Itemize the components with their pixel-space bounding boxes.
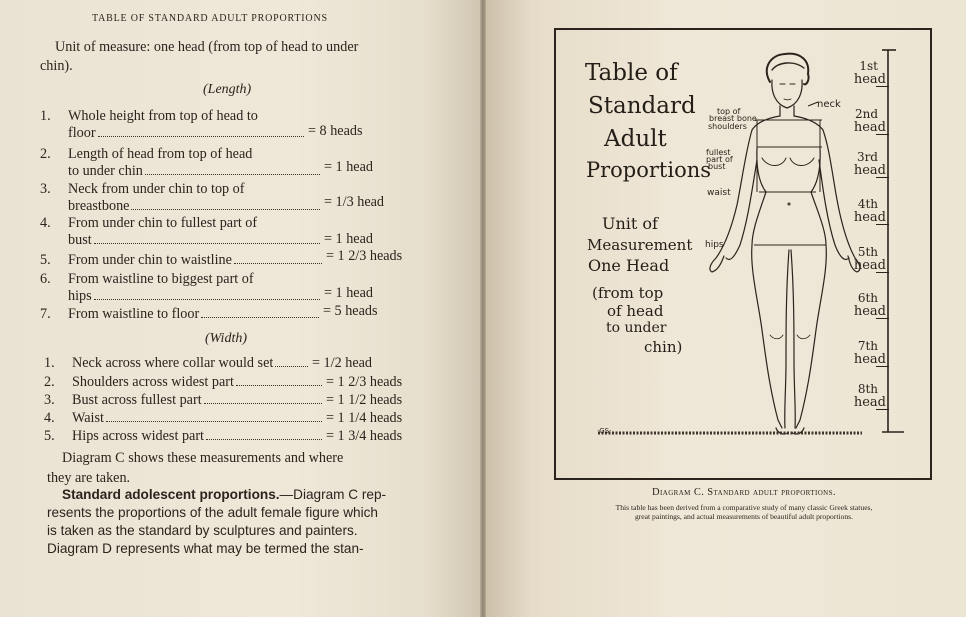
from-label-line-2: of head — [607, 302, 664, 320]
length-item-value: = 5 heads — [323, 303, 378, 319]
leader-dots — [94, 299, 320, 300]
from-label-line-1: (from top — [592, 284, 664, 302]
width-item-number: 4. — [44, 410, 55, 426]
head-mark-word: head — [853, 395, 886, 410]
leader-dots — [94, 243, 320, 244]
label-breast-bone: breast bone — [709, 114, 757, 123]
diagram-title-line-3: Adult — [604, 126, 667, 152]
leader-dots — [98, 136, 304, 137]
width-item-label: Shoulders across widest part — [72, 374, 234, 390]
head-mark-word: head — [853, 120, 886, 135]
length-item-value: = 1 head — [324, 231, 373, 247]
label-fullest: fullest — [706, 148, 731, 157]
head-mark-word: head — [853, 352, 886, 367]
paragraph-2-line-4: Diagram D represents what may be termed the stan- — [47, 541, 364, 556]
length-item-text: From waistline to biggest part of — [68, 271, 254, 287]
unit-line-1: Unit of measure: one head (from top of head to under — [55, 39, 359, 55]
label-bust: bust — [708, 162, 726, 171]
paragraph-2-line-3: is taken as the standard by sculptures and painters. — [47, 523, 358, 538]
width-item-number: 3. — [44, 392, 55, 408]
head-mark-ordinal: 1st — [859, 59, 878, 73]
width-item-number: 2. — [44, 374, 55, 390]
length-item-number: 5. — [40, 252, 51, 268]
unit-label-line-3: One Head — [588, 256, 670, 275]
unit-label-line-2: Measurement — [587, 236, 693, 254]
length-item-text: Neck from under chin to top of — [68, 181, 245, 197]
head-mark-ordinal: 8th — [857, 382, 878, 396]
running-head: TABLE OF STANDARD ADULT PROPORTIONS — [92, 13, 328, 24]
from-label-line-3: to under — [606, 320, 667, 336]
length-item-value: = 1 2/3 heads — [326, 248, 403, 264]
width-item-label: Neck across where collar would set — [72, 355, 274, 371]
head-mark-word: head — [853, 163, 886, 178]
width-item-label: Hips across widest part — [72, 428, 204, 444]
diagram-title-line-2: Standard — [588, 93, 696, 119]
label-top-of: top of — [717, 107, 741, 116]
head-mark-ordinal: 7th — [857, 339, 878, 353]
leader-dots — [131, 209, 320, 210]
length-item-text: From under chin to waistline — [68, 252, 232, 268]
head-scale-tick — [876, 272, 889, 273]
length-item-continuation: hips — [68, 288, 92, 304]
leader-dots — [275, 366, 308, 367]
unit-line-2: chin). — [40, 58, 73, 74]
length-item-value: = 8 heads — [308, 123, 363, 139]
paragraph-2-line-1-rest: —Diagram C rep- — [279, 487, 387, 502]
length-item-continuation: bust — [68, 232, 92, 248]
paragraph-2-line-2: resents the proportions of the adult female figure which — [47, 505, 378, 520]
unit-label-line-1: Unit of — [602, 214, 658, 233]
width-item-label: Bust across fullest part — [72, 392, 202, 408]
width-item-value: = 1 1/2 heads — [326, 392, 403, 408]
length-item-text: Whole height from top of head to — [68, 108, 258, 124]
length-item-continuation: to under chin — [68, 163, 143, 179]
label-waist: waist — [707, 188, 731, 198]
diagram-title-line-1: Table of — [585, 60, 678, 86]
paragraph-2-heading: Standard adolescent proportions. — [62, 487, 280, 502]
head-mark-ordinal: 6th — [857, 291, 878, 305]
length-item-number: 1. — [40, 108, 51, 124]
width-item-label: Waist — [72, 410, 104, 426]
length-item-number: 3. — [40, 181, 51, 197]
leader-dots — [145, 174, 320, 175]
length-item-text: From under chin to fullest part of — [68, 215, 258, 231]
length-item-value: = 1 head — [324, 285, 373, 301]
head-mark-ordinal: 5th — [857, 245, 878, 259]
leader-dots — [201, 317, 319, 318]
label-shoulders: shoulders — [708, 122, 747, 131]
width-item-number: 5. — [44, 428, 55, 444]
footnote-line-1: This table has been derived from a comparative study of many classic Greek statues, — [615, 503, 873, 512]
head-scale-tick — [876, 224, 889, 225]
head-scale-tick — [876, 134, 889, 135]
width-item-value: = 1 3/4 heads — [326, 428, 403, 444]
leader-dots — [106, 421, 322, 422]
head-mark-ordinal: 2nd — [854, 107, 878, 121]
head-scale-tick — [876, 409, 889, 410]
head-scale-tick — [876, 318, 889, 319]
head-mark-word: head — [853, 210, 886, 225]
head-mark-word: head — [853, 258, 886, 273]
head-mark-word: head — [853, 72, 886, 87]
width-item-value: = 1 2/3 heads — [326, 374, 403, 390]
head-mark-word: head — [853, 304, 886, 319]
width-heading: (Width) — [205, 331, 247, 346]
leader-dots — [234, 263, 322, 264]
length-item-value: = 1 head — [324, 159, 373, 175]
length-item-number: 6. — [40, 271, 51, 287]
length-item-number: 4. — [40, 215, 51, 231]
width-item-value: = 1 1/4 heads — [326, 410, 403, 426]
head-mark-ordinal: 4th — [857, 197, 878, 211]
paragraph-1-line-1: Diagram C shows these measurements and where — [62, 450, 344, 466]
length-item-text: From waistline to floor — [68, 306, 200, 322]
width-item-number: 1. — [44, 355, 55, 371]
length-heading: (Length) — [203, 82, 252, 97]
width-item-value: = 1/2 head — [312, 355, 373, 371]
leader-dots — [204, 403, 322, 404]
length-item-number: 7. — [40, 306, 51, 322]
length-item-continuation: floor — [68, 125, 96, 141]
paragraph-1-line-2: they are taken. — [47, 470, 131, 486]
length-item-text: Length of head from top of head — [68, 146, 253, 162]
length-item-number: 2. — [40, 146, 51, 162]
diagram-title-line-4: Proportions — [586, 158, 712, 182]
from-label-line-4: chin) — [644, 338, 683, 356]
label-neck: neck — [817, 99, 841, 110]
length-item-value: = 1/3 head — [324, 194, 385, 210]
head-scale-tick — [876, 86, 889, 87]
head-scale-tick — [876, 366, 889, 367]
footnote-line-2: great paintings, and actual measurements of beautiful adult proportions. — [634, 512, 854, 521]
head-mark-ordinal: 3rd — [856, 150, 878, 164]
label-hips: hips — [705, 240, 724, 250]
leader-dots — [236, 385, 322, 386]
leader-dots — [206, 439, 322, 440]
length-item-continuation: breastbone — [68, 198, 130, 214]
artist-signature: ·GS· — [597, 427, 612, 435]
head-scale-tick — [876, 177, 889, 178]
diagram-caption: Diagram C. Standard adult proportions. — [652, 487, 836, 498]
label-part-of: part of — [706, 155, 733, 164]
